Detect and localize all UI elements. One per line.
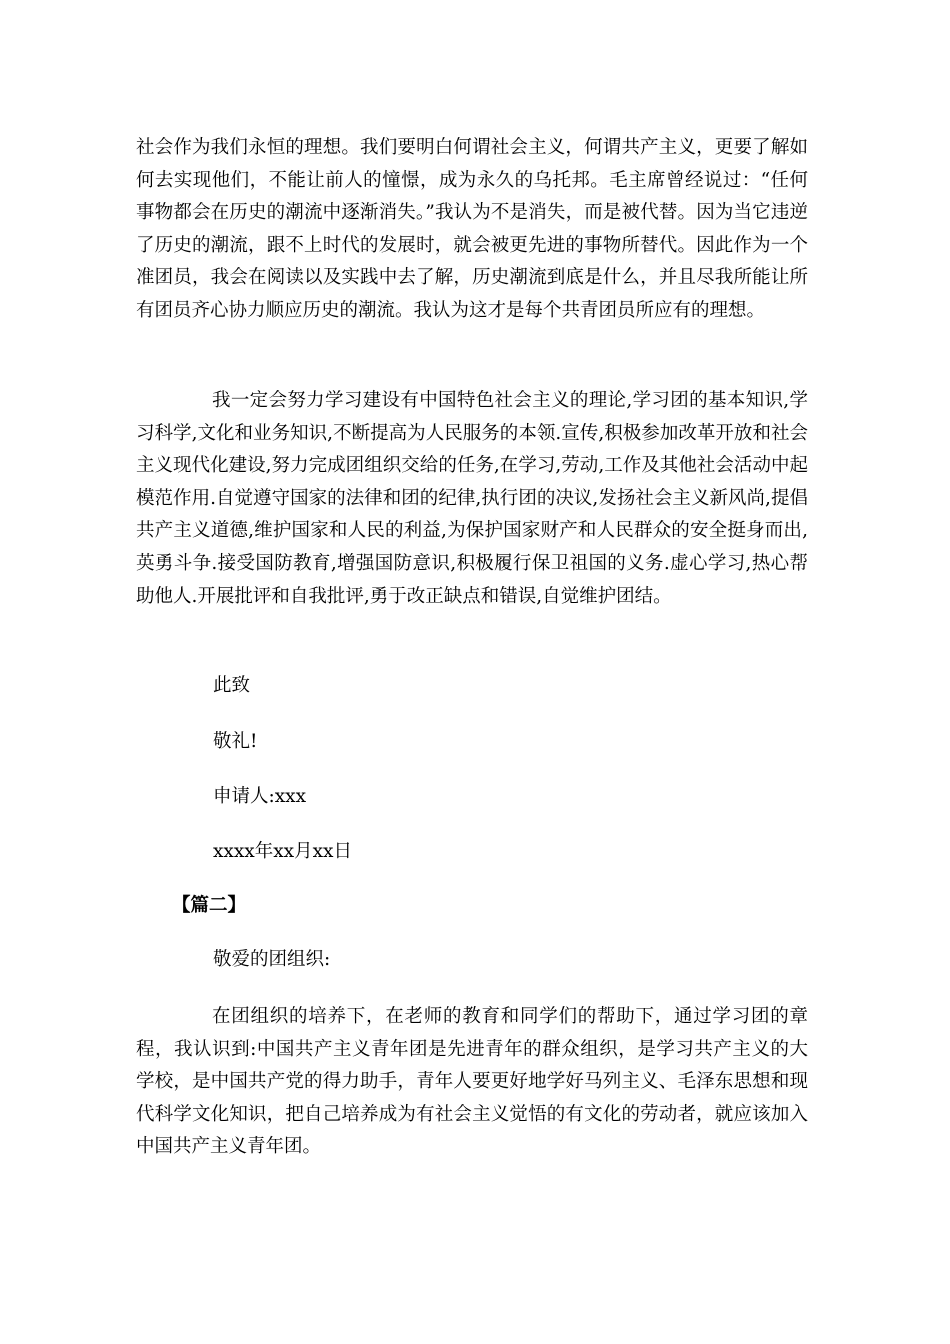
closing-ci-zhi: 此致 <box>213 675 251 696</box>
body-paragraph-2: 我一定会努力学习建设有中国特色社会主义的理论,学习团的基本知识,学习科学,文化和业务知识,不断提高为人民服务的本领.宣传,积极参加改革开放和社会主义现代化建设,努力完成团组织交给的任务,在学习,劳动,工作及其他社会活动中起模范作用.自觉遵守国家的法律和团的纪律,执行团的决议,发扬社会主义新风尚,提倡共产主义道德,维护国家和人民的利益,为保护国家财产和人民群众的安全挺身而出,英勇斗争.接受国防教育,增强国防意识,积极履行保卫祖国的义务.虚心学习,热心帮助他人.开展批评和自我批评,勇于改正缺点和错误,自觉维护团结。 <box>136 390 808 607</box>
body-paragraph-3: 在团组织的培养下，在老师的教育和同学们的帮助下，通过学习团的章程，我认识到:中国共产主义青年团是先进青年的群众组织，是学习共产主义的大学校，是中国共产党的得力助手，青年人要更好地学好马列主义、毛泽东思想和现代科学文化知识，把自己培养成为有社会主义觉悟的有文化的劳动者，就应该加入中国共产主义青年团。 <box>136 1006 808 1158</box>
salutation: 敬爱的团组织: <box>213 949 331 970</box>
closing-jing-li: 敬礼! <box>213 731 258 752</box>
body-paragraph-1: 社会作为我们永恒的理想。我们要明白何谓社会主义，何谓共产主义，更要了解如何去实现他们，不能让前人的憧憬，成为永久的乌托邦。毛主席曾经说过：“任何事物都会在历史的潮流中逐渐消失。”我认为不是消失，而是被代替。因为当它违逆了历史的潮流，跟不上时代的发展时，就会被更先进的事物所替代。因此作为一个准团员，我会在阅读以及实践中去了解，历史潮流到底是什么，并且尽我所能让所有团员齐心协力顺应历史的潮流。我认为这才是每个共青团员所应有的理想。 <box>136 137 808 321</box>
section-heading: 【篇二】 <box>172 895 247 916</box>
applicant-line: 申请人:xxx <box>213 786 307 807</box>
date-line: xxxx年xx月xx日 <box>213 841 352 862</box>
